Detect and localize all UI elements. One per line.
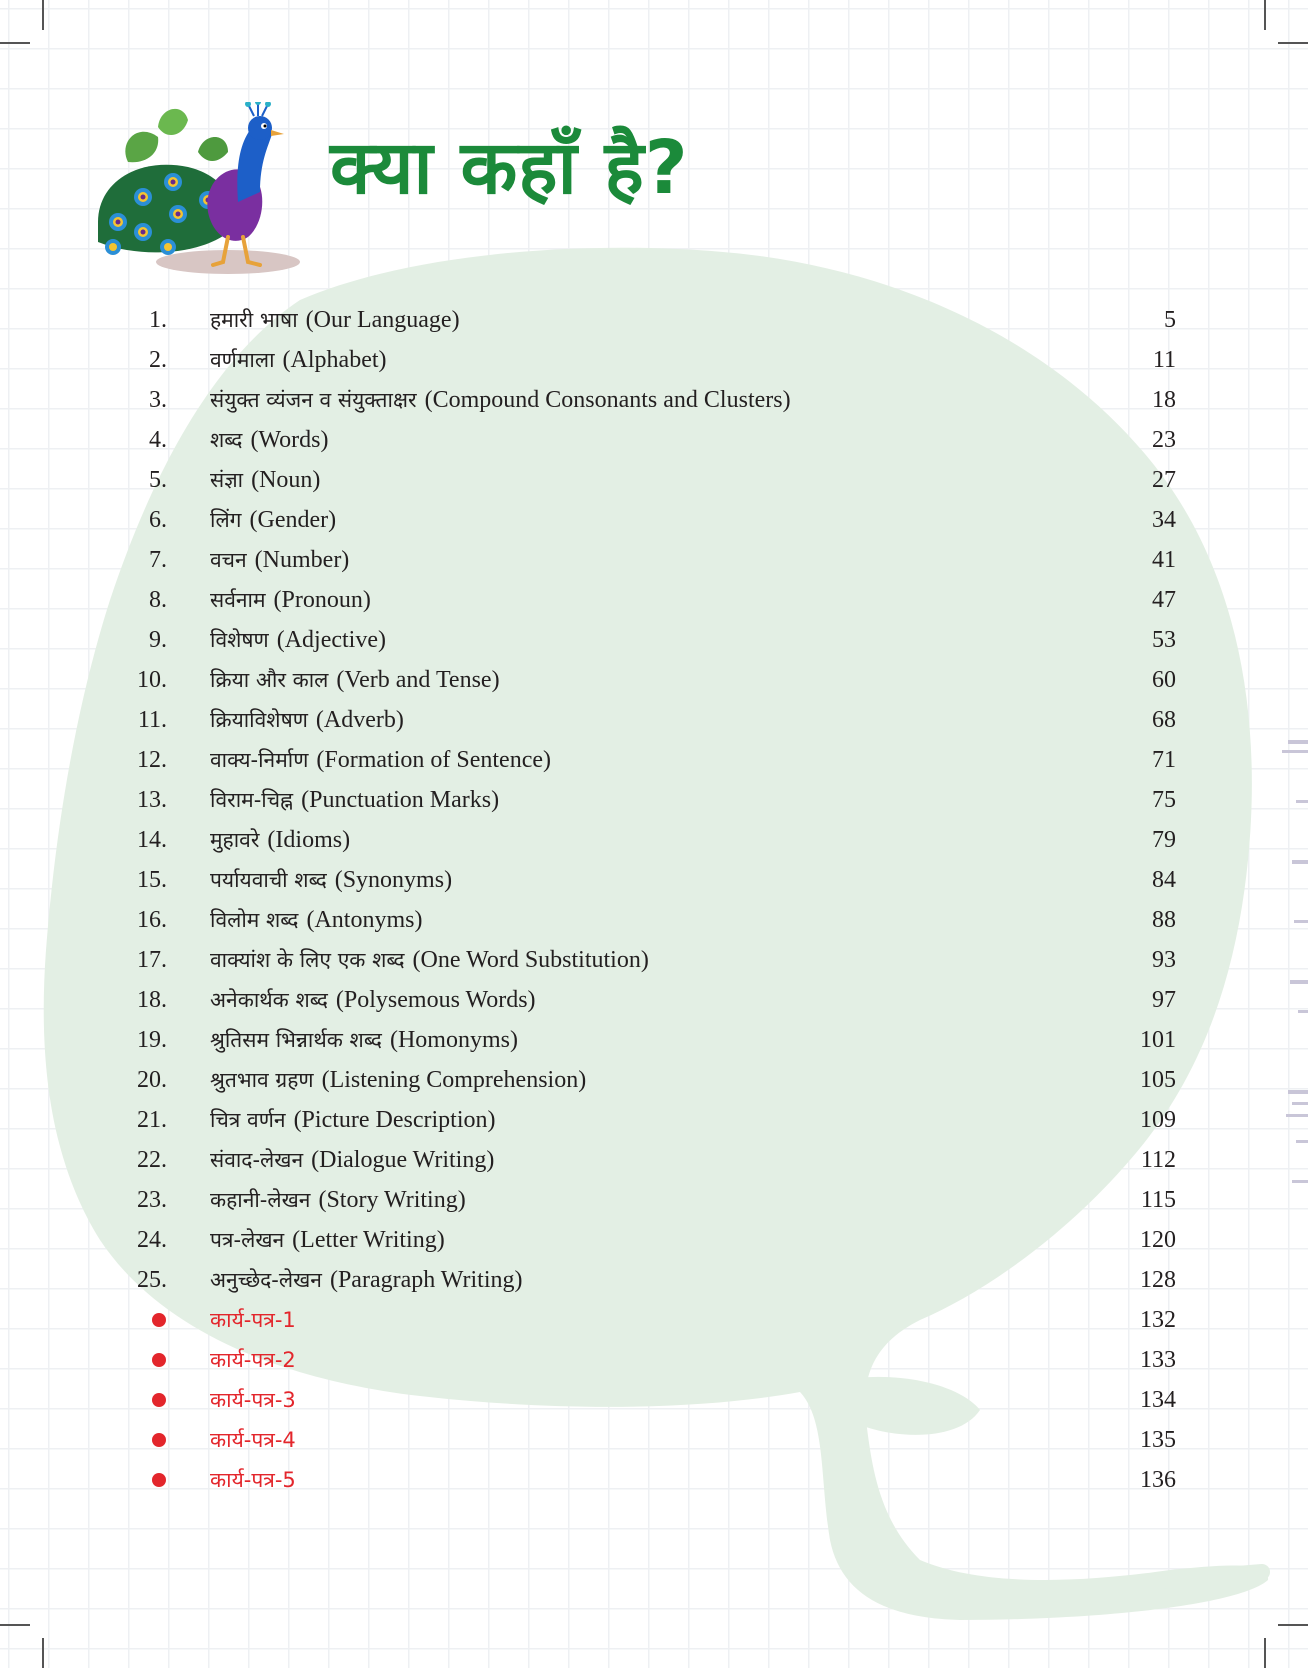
chapter-number: 6. (149, 507, 167, 533)
chapter-number: 14. (137, 827, 167, 853)
page-number: 135 (1140, 1427, 1176, 1453)
page-number: 47 (1152, 587, 1176, 613)
chapter-title-hindi: क्रियाविशेषण (210, 708, 308, 732)
chapter-title-hindi: संयुक्त व्यंजन व संयुक्ताक्षर (210, 388, 417, 412)
worksheet-title (210, 1460, 304, 1500)
chapter-title-hindi: संज्ञा (210, 468, 244, 492)
chapter-title-hindi: मुहावरे (210, 828, 260, 852)
page-number: 60 (1152, 667, 1176, 693)
chapter-title (210, 500, 336, 540)
chapter-title-english: (Alphabet) (282, 347, 387, 373)
chapter-title-hindi: कहानी-लेखन (210, 1188, 311, 1212)
chapter-title-english: (Verb and Tense) (336, 667, 500, 693)
chapter-title-english: (Synonyms) (334, 867, 453, 893)
toc-row-18[interactable] (0, 980, 1308, 1020)
chapter-title (210, 620, 386, 660)
toc-row-17[interactable] (0, 940, 1308, 980)
page-number: 120 (1140, 1227, 1176, 1253)
page-number: 34 (1152, 507, 1176, 533)
toc-row-22[interactable] (0, 1140, 1308, 1180)
toc-row-4[interactable] (0, 420, 1308, 460)
chapter-title-english: (Polysemous Words) (335, 987, 536, 1013)
chapter-title-english: (Compound Consonants and Clusters) (424, 387, 791, 413)
toc-row-15[interactable] (0, 860, 1308, 900)
chapter-title-hindi: सर्वनाम (210, 588, 266, 612)
chapter-number: 12. (137, 747, 167, 773)
chapter-number: 4. (149, 427, 167, 453)
chapter-number: 19. (137, 1027, 167, 1053)
chapter-title (210, 460, 320, 500)
chapter-title-hindi: पत्र-लेखन (210, 1228, 285, 1252)
page-number: 27 (1152, 467, 1176, 493)
bullet-icon (152, 1433, 166, 1447)
page-number: 115 (1140, 1187, 1176, 1213)
chapter-title-english: (Listening Comprehension) (321, 1067, 587, 1093)
page-number: 112 (1140, 1147, 1176, 1173)
chapter-number: 16. (137, 907, 167, 933)
toc-row-3[interactable] (0, 380, 1308, 420)
toc-row-13[interactable] (0, 780, 1308, 820)
chapter-title-english: (Words) (250, 427, 329, 453)
chapter-number: 25. (137, 1267, 167, 1293)
toc-row-2[interactable] (0, 340, 1308, 380)
chapter-title-hindi: विशेषण (210, 628, 269, 652)
chapter-title-english: (Formation of Sentence) (316, 747, 551, 773)
toc-row-21[interactable] (0, 1100, 1308, 1140)
chapter-title-english: (Paragraph Writing) (329, 1267, 523, 1293)
chapter-number: 1. (149, 307, 167, 333)
bullet-icon (152, 1353, 166, 1367)
worksheet-row-2[interactable] (0, 1340, 1308, 1380)
chapter-title (210, 940, 649, 980)
chapter-title-english: (Pronoun) (273, 587, 371, 613)
chapter-number: 5. (149, 467, 167, 493)
worksheet-title (210, 1340, 304, 1380)
chapter-title (210, 820, 350, 860)
chapter-title-hindi: संवाद-लेखन (210, 1148, 304, 1172)
chapter-title-english: (Adverb) (315, 707, 404, 733)
worksheet-label: कार्य-पत्र-2 (210, 1348, 296, 1372)
peacock-illustration (88, 102, 318, 282)
page-number: 133 (1140, 1347, 1176, 1373)
chapter-title-english: (Number) (254, 547, 350, 573)
worksheet-row-4[interactable] (0, 1420, 1308, 1460)
chapter-number: 23. (137, 1187, 167, 1213)
chapter-title-english: (Letter Writing) (292, 1227, 445, 1253)
worksheet-title (210, 1300, 304, 1340)
chapter-title-hindi: शब्द (210, 428, 243, 452)
worksheet-label: कार्य-पत्र-4 (210, 1428, 296, 1452)
chapter-title-english: (One Word Substitution) (412, 947, 649, 973)
page-title: क्या कहाँ है? (330, 125, 689, 211)
chapter-title-hindi: विलोम शब्द (210, 908, 299, 932)
toc-row-12[interactable] (0, 740, 1308, 780)
worksheet-row-5[interactable] (0, 1460, 1308, 1500)
chapter-number: 22. (137, 1147, 167, 1173)
worksheet-label: कार्य-पत्र-5 (210, 1468, 296, 1492)
chapter-number: 2. (149, 347, 167, 373)
chapter-title-english: (Noun) (251, 467, 321, 493)
chapter-title (210, 540, 349, 580)
worksheet-label: कार्य-पत्र-1 (210, 1308, 296, 1332)
page-number: 68 (1152, 707, 1176, 733)
toc-row-16[interactable] (0, 900, 1308, 940)
page-number: 5 (1164, 307, 1176, 333)
toc-row-23[interactable] (0, 1180, 1308, 1220)
toc-row-24[interactable] (0, 1220, 1308, 1260)
chapter-title-hindi: वाक्य-निर्माण (210, 748, 309, 772)
chapter-title-hindi: चित्र वर्णन (210, 1108, 286, 1132)
chapter-title (210, 1220, 445, 1260)
chapter-title-english: (Homonyms) (389, 1027, 518, 1053)
toc-row-19[interactable] (0, 1020, 1308, 1060)
chapter-title-hindi: पर्यायवाची शब्द (210, 868, 327, 892)
chapter-title (210, 420, 328, 460)
chapter-title-english: (Punctuation Marks) (301, 787, 500, 813)
page-number: 97 (1152, 987, 1176, 1013)
chapter-number: 18. (137, 987, 167, 1013)
chapter-number: 10. (137, 667, 167, 693)
page-number: 75 (1152, 787, 1176, 813)
page-number: 109 (1140, 1107, 1176, 1133)
worksheet-title (210, 1380, 304, 1420)
toc-row-1[interactable] (0, 300, 1308, 340)
toc-row-20[interactable] (0, 1060, 1308, 1100)
chapter-title-hindi: वचन (210, 548, 247, 572)
toc-row-10[interactable] (0, 660, 1308, 700)
chapter-title-english: (Story Writing) (318, 1187, 466, 1213)
chapter-number: 3. (149, 387, 167, 413)
chapter-title-english: (Antonyms) (306, 907, 423, 933)
toc-row-9[interactable] (0, 620, 1308, 660)
bullet-icon (152, 1473, 166, 1487)
bullet-icon (152, 1393, 166, 1407)
chapter-title-hindi: श्रुतिसम भिन्नार्थक शब्द (210, 1028, 382, 1052)
worksheet-label: कार्य-पत्र-3 (210, 1388, 296, 1412)
chapter-number: 11. (137, 707, 167, 733)
toc-row-8[interactable] (0, 580, 1308, 620)
page-number: 136 (1140, 1467, 1176, 1493)
page-number: 134 (1140, 1387, 1176, 1413)
worksheet-title (210, 1420, 304, 1460)
chapter-number: 8. (149, 587, 167, 613)
chapter-title (210, 780, 499, 820)
chapter-number: 13. (137, 787, 167, 813)
page-number: 41 (1152, 547, 1176, 573)
chapter-title (210, 1140, 494, 1180)
chapter-title (210, 660, 500, 700)
toc-row-25[interactable] (0, 1260, 1308, 1300)
page-number: 23 (1152, 427, 1176, 453)
page-number: 128 (1140, 1267, 1176, 1293)
page-number: 53 (1152, 627, 1176, 653)
page-number: 79 (1152, 827, 1176, 853)
page-number: 84 (1152, 867, 1176, 893)
chapter-title (210, 340, 387, 380)
chapter-title (210, 1060, 586, 1100)
page-number: 88 (1152, 907, 1176, 933)
chapter-number: 15. (137, 867, 167, 893)
chapter-title (210, 300, 460, 340)
worksheet-row-3[interactable] (0, 1380, 1308, 1420)
chapter-title (210, 380, 791, 420)
chapter-title (210, 1180, 466, 1220)
page-number: 132 (1140, 1307, 1176, 1333)
chapter-title-hindi: श्रुतभाव ग्रहण (210, 1068, 314, 1092)
chapter-title-english: (Picture Description) (293, 1107, 496, 1133)
chapter-number: 7. (149, 547, 167, 573)
chapter-title (210, 580, 371, 620)
toc-row-7[interactable] (0, 540, 1308, 580)
page-number: 101 (1140, 1027, 1176, 1053)
chapter-title (210, 1100, 496, 1140)
chapter-title-hindi: अनुच्छेद-लेखन (210, 1268, 322, 1292)
chapter-number: 21. (137, 1107, 167, 1133)
chapter-title-english: (Adjective) (276, 627, 386, 653)
chapter-title-english: (Gender) (249, 507, 337, 533)
chapter-title-hindi: क्रिया और काल (210, 668, 329, 692)
chapter-title (210, 980, 536, 1020)
chapter-number: 20. (137, 1067, 167, 1093)
chapter-title-hindi: हमारी भाषा (210, 308, 298, 332)
chapter-title-english: (Idioms) (267, 827, 351, 853)
chapter-title-english: (Dialogue Writing) (311, 1147, 495, 1173)
toc-row-11[interactable] (0, 700, 1308, 740)
toc-row-14[interactable] (0, 820, 1308, 860)
chapter-title (210, 740, 551, 780)
page-number: 71 (1152, 747, 1176, 773)
chapter-title (210, 860, 452, 900)
worksheet-row-1[interactable] (0, 1300, 1308, 1340)
bullet-icon (152, 1313, 166, 1327)
chapter-title-hindi: वर्णमाला (210, 348, 275, 372)
chapter-title-hindi: लिंग (210, 508, 242, 532)
chapter-title (210, 1260, 522, 1300)
page-number: 11 (1152, 347, 1176, 373)
chapter-title (210, 900, 422, 940)
chapter-title-hindi: वाक्यांश के लिए एक शब्द (210, 948, 405, 972)
page-number: 105 (1140, 1067, 1176, 1093)
page-number: 18 (1152, 387, 1176, 413)
chapter-title-hindi: विराम-चिह्न (210, 788, 294, 812)
chapter-title (210, 1020, 518, 1060)
table-of-contents (0, 300, 1308, 1500)
chapter-title-hindi: अनेकार्थक शब्द (210, 988, 328, 1012)
chapter-title (210, 700, 404, 740)
chapter-number: 9. (149, 627, 167, 653)
chapter-title-english: (Our Language) (305, 307, 460, 333)
chapter-number: 17. (137, 947, 167, 973)
toc-row-6[interactable] (0, 500, 1308, 540)
toc-row-5[interactable] (0, 460, 1308, 500)
page-number: 93 (1152, 947, 1176, 973)
chapter-number: 24. (137, 1227, 167, 1253)
